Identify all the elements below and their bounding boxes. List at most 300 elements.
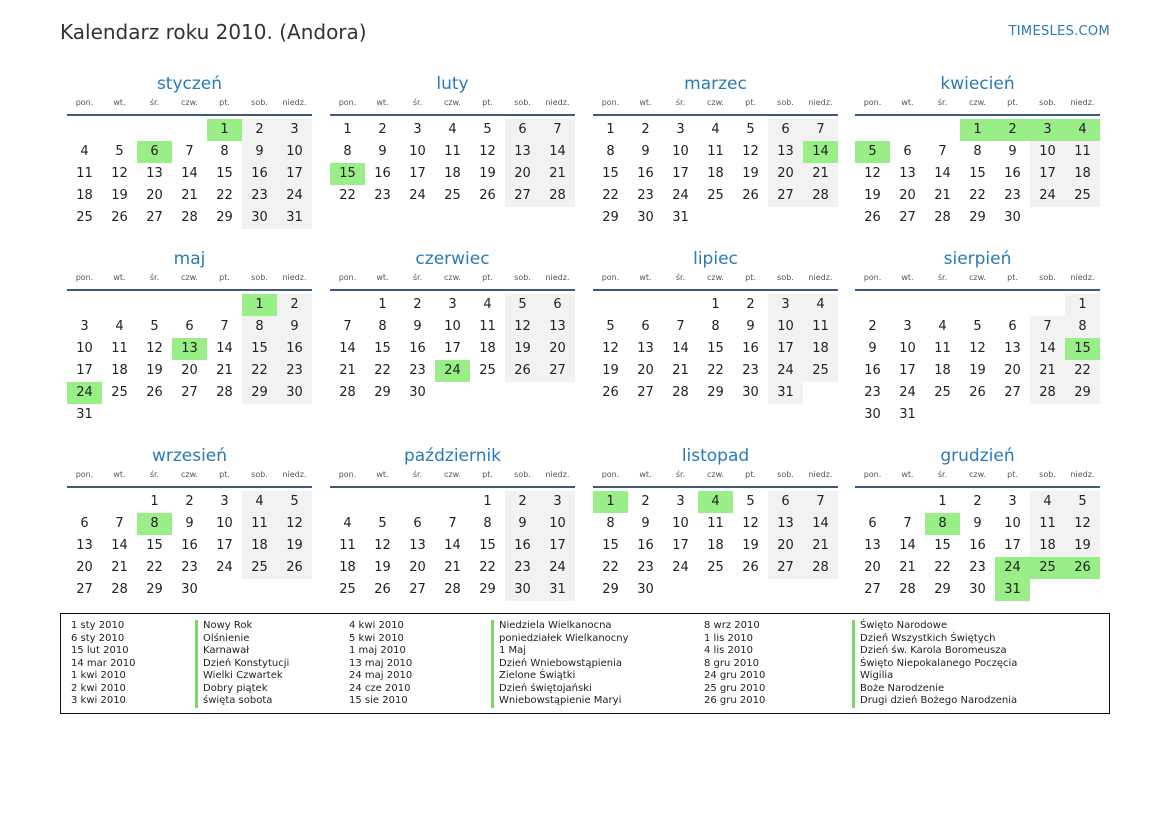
holiday-day-cell: 24 — [435, 360, 470, 382]
day-cell: 28 — [181, 210, 198, 225]
legend-holiday-name: Wigilia — [852, 670, 1017, 683]
weekday-header: śr. — [675, 98, 686, 107]
weekday-header-row — [330, 271, 575, 291]
day-grid — [67, 116, 312, 226]
day-cell: 21 — [803, 163, 838, 185]
day-cell: 30 — [864, 407, 881, 422]
legend-date: 1 kwi 2010 — [71, 670, 126, 681]
day-cell: 14 — [540, 141, 575, 163]
month-name: kwiecień — [940, 74, 1015, 94]
day-cell: 7 — [343, 319, 352, 334]
day-cell: 18 — [1065, 163, 1100, 185]
day-cell: 13 — [540, 316, 575, 338]
weekday-header: pon. — [338, 98, 357, 107]
day-cell: 23 — [637, 560, 654, 575]
day-cell: 3 — [80, 319, 89, 334]
legend-date: 15 sie 2010 — [349, 695, 408, 706]
day-cell: 29 — [602, 582, 619, 597]
day-cell: 6 — [505, 119, 540, 141]
day-cell: 4 — [448, 122, 457, 137]
weekday-header: wt. — [113, 98, 126, 107]
day-cell: 3 — [540, 491, 575, 513]
day-cell: 19 — [146, 363, 163, 378]
day-cell: 6 — [641, 319, 650, 334]
weekday-header: pt. — [745, 273, 756, 282]
month-5 — [67, 248, 312, 423]
weekday-header: śr. — [937, 98, 948, 107]
weekday-header: pon. — [601, 273, 620, 282]
holiday-day-cell: 25 — [1030, 557, 1065, 579]
day-cell: 19 — [969, 363, 986, 378]
day-cell: 23 — [637, 188, 654, 203]
day-cell: 15 — [602, 538, 619, 553]
day-cell: 2 — [641, 122, 650, 137]
day-cell: 20 — [505, 163, 540, 185]
legend-date: 4 lis 2010 — [704, 645, 753, 656]
weekday-header: śr. — [149, 98, 160, 107]
day-cell: 14 — [899, 538, 916, 553]
day-cell: 24 — [672, 560, 689, 575]
weekday-header: sob. — [777, 98, 794, 107]
day-cell: 30 — [637, 582, 654, 597]
day-cell: 12 — [742, 144, 759, 159]
day-cell: 20 — [409, 560, 426, 575]
day-cell: 2 — [641, 494, 650, 509]
day-cell: 23 — [181, 560, 198, 575]
weekday-header-row — [593, 271, 838, 291]
weekday-header: czw. — [969, 273, 986, 282]
day-cell: 27 — [768, 185, 803, 207]
legend-date: 26 gru 2010 — [704, 695, 766, 706]
weekday-header: pon. — [75, 273, 94, 282]
day-cell: 5 — [1065, 491, 1100, 513]
day-cell: 16 — [374, 166, 391, 181]
day-cell: 16 — [742, 341, 759, 356]
weekday-header: sob. — [777, 470, 794, 479]
day-cell: 16 — [637, 538, 654, 553]
weekday-header: pt. — [1007, 470, 1018, 479]
day-cell: 5 — [277, 491, 312, 513]
weekday-header: wt. — [639, 273, 652, 282]
day-cell: 8 — [973, 144, 982, 159]
legend-date: 25 gru 2010 — [704, 682, 766, 694]
day-cell: 2 — [868, 319, 877, 334]
day-cell: 18 — [111, 363, 128, 378]
day-cell: 19 — [479, 166, 496, 181]
month-name: czerwiec — [415, 249, 490, 269]
day-cell: 7 — [903, 516, 912, 531]
weekday-header: czw. — [444, 470, 461, 479]
day-cell: 15 — [969, 166, 986, 181]
day-cell: 19 — [505, 338, 540, 360]
weekday-header: niedz. — [808, 273, 833, 282]
day-cell: 29 — [216, 210, 233, 225]
month-6 — [330, 248, 575, 401]
day-cell: 8 — [220, 144, 229, 159]
day-cell: 23 — [242, 185, 277, 207]
day-cell: 26 — [277, 557, 312, 579]
day-cell: 27 — [540, 360, 575, 382]
day-cell: 16 — [242, 163, 277, 185]
day-cell: 6 — [1008, 319, 1017, 334]
legend-date-column — [71, 620, 136, 708]
day-cell: 22 — [479, 560, 496, 575]
weekday-header: pon. — [863, 273, 882, 282]
day-cell: 10 — [444, 319, 461, 334]
weekday-header: czw. — [181, 470, 198, 479]
day-cell: 5 — [606, 319, 615, 334]
day-cell: 7 — [803, 491, 838, 513]
day-cell: 4 — [115, 319, 124, 334]
month-name: październik — [403, 446, 502, 466]
day-cell: 15 — [374, 341, 391, 356]
day-cell: 7 — [1030, 316, 1065, 338]
day-cell: 16 — [505, 535, 540, 557]
day-cell: 8 — [1065, 316, 1100, 338]
holiday-day-cell: 1 — [960, 119, 995, 141]
day-cell: 12 — [277, 513, 312, 535]
day-cell: 17 — [1030, 163, 1065, 185]
day-cell: 16 — [277, 338, 312, 360]
holiday-day-cell: 13 — [172, 338, 207, 360]
legend-holiday-name: Wniebowstąpienie Maryi — [491, 695, 629, 708]
day-cell: 22 — [146, 560, 163, 575]
day-cell: 26 — [864, 210, 881, 225]
day-grid — [855, 488, 1100, 598]
day-cell: 18 — [242, 535, 277, 557]
day-cell: 14 — [111, 538, 128, 553]
weekday-header: niedz. — [808, 98, 833, 107]
day-cell: 21 — [111, 560, 128, 575]
day-cell: 13 — [768, 141, 803, 163]
day-cell: 22 — [602, 188, 619, 203]
day-cell: 15 — [707, 341, 724, 356]
month-name: styczeń — [156, 74, 223, 94]
day-cell: 26 — [969, 385, 986, 400]
legend-date: 1 lis 2010 — [704, 632, 753, 644]
day-cell: 20 — [181, 363, 198, 378]
day-cell: 26 — [479, 188, 496, 203]
day-cell: 6 — [768, 491, 803, 513]
weekday-header-row — [855, 468, 1100, 488]
day-cell: 20 — [768, 535, 803, 557]
weekday-header: śr. — [412, 273, 423, 282]
weekday-header: czw. — [707, 470, 724, 479]
day-cell: 11 — [707, 144, 724, 159]
weekday-header-row — [855, 96, 1100, 116]
weekday-header-row — [67, 96, 312, 116]
day-cell: 21 — [934, 188, 951, 203]
day-cell: 9 — [242, 141, 277, 163]
month-name: maj — [173, 249, 206, 269]
day-cell: 27 — [505, 185, 540, 207]
day-cell: 19 — [374, 560, 391, 575]
day-cell: 25 — [803, 360, 838, 382]
day-cell: 24 — [540, 557, 575, 579]
legend-date: 6 sty 2010 — [71, 632, 125, 644]
day-cell: 25 — [76, 210, 93, 225]
legend-holiday-name: Olśnienie — [195, 633, 289, 646]
weekday-header-row — [593, 468, 838, 488]
day-cell: 24 — [409, 188, 426, 203]
weekday-header: pt. — [219, 98, 230, 107]
day-cell: 20 — [768, 163, 803, 185]
day-cell: 26 — [374, 582, 391, 597]
day-cell: 30 — [505, 579, 540, 601]
day-cell: 28 — [111, 582, 128, 597]
holiday-day-cell: 5 — [855, 141, 890, 163]
day-cell: 26 — [111, 210, 128, 225]
day-cell: 2 — [242, 119, 277, 141]
holiday-legend — [60, 613, 1110, 714]
day-cell: 21 — [672, 363, 689, 378]
day-cell: 11 — [444, 144, 461, 159]
day-cell: 12 — [1065, 513, 1100, 535]
day-cell: 12 — [602, 341, 619, 356]
month-4 — [855, 73, 1100, 226]
day-cell: 2 — [413, 297, 422, 312]
day-cell: 21 — [444, 560, 461, 575]
day-cell: 28 — [803, 185, 838, 207]
day-cell: 27 — [899, 210, 916, 225]
month-name: listopad — [681, 446, 750, 466]
day-cell: 6 — [80, 516, 89, 531]
day-cell: 13 — [768, 513, 803, 535]
day-cell: 26 — [742, 560, 759, 575]
weekday-header: śr. — [412, 470, 423, 479]
day-cell: 26 — [505, 360, 540, 382]
day-cell: 23 — [505, 557, 540, 579]
weekday-header: czw. — [181, 273, 198, 282]
weekday-header: śr. — [149, 273, 160, 282]
weekday-header: niedz. — [1070, 470, 1095, 479]
weekday-header: śr. — [937, 470, 948, 479]
day-cell: 13 — [409, 538, 426, 553]
day-cell: 24 — [672, 188, 689, 203]
day-grid — [330, 488, 575, 598]
day-cell: 6 — [540, 294, 575, 316]
day-cell: 5 — [973, 319, 982, 334]
day-cell: 14 — [1030, 338, 1065, 360]
weekday-header: śr. — [675, 273, 686, 282]
day-cell: 25 — [934, 385, 951, 400]
weekday-header: sob. — [514, 470, 531, 479]
day-grid — [855, 116, 1100, 226]
day-cell: 30 — [277, 382, 312, 404]
day-cell: 24 — [1030, 185, 1065, 207]
legend-name-column — [491, 620, 629, 708]
weekday-header: niedz. — [1070, 98, 1095, 107]
day-cell: 13 — [1004, 341, 1021, 356]
day-cell: 26 — [742, 188, 759, 203]
day-cell: 7 — [540, 119, 575, 141]
day-cell: 24 — [277, 185, 312, 207]
day-cell: 3 — [768, 294, 803, 316]
day-cell: 17 — [540, 535, 575, 557]
legend-date: 24 gru 2010 — [704, 670, 766, 681]
month-name: marzec — [684, 74, 747, 94]
day-cell: 7 — [803, 119, 838, 141]
day-cell: 30 — [181, 582, 198, 597]
day-cell: 31 — [768, 382, 803, 404]
weekday-header: sob. — [514, 273, 531, 282]
day-cell: 7 — [938, 144, 947, 159]
day-cell: 18 — [76, 188, 93, 203]
day-cell: 4 — [242, 491, 277, 513]
weekday-header: pon. — [75, 470, 94, 479]
day-cell: 28 — [444, 582, 461, 597]
day-cell: 3 — [676, 494, 685, 509]
weekday-header: niedz. — [1070, 273, 1095, 282]
day-cell: 10 — [216, 516, 233, 531]
weekday-header: pt. — [482, 470, 493, 479]
day-cell: 1 — [150, 494, 159, 509]
day-cell: 14 — [444, 538, 461, 553]
month-2 — [330, 73, 575, 204]
weekday-header: sob. — [1039, 470, 1056, 479]
day-cell: 18 — [934, 363, 951, 378]
day-cell: 12 — [374, 538, 391, 553]
day-cell: 4 — [711, 122, 720, 137]
month-name: grudzień — [940, 446, 1015, 466]
day-cell: 24 — [768, 360, 803, 382]
day-cell: 12 — [505, 316, 540, 338]
day-cell: 21 — [216, 363, 233, 378]
weekday-header-row — [67, 271, 312, 291]
day-cell: 10 — [768, 316, 803, 338]
weekday-header: śr. — [675, 470, 686, 479]
weekday-header: sob. — [514, 98, 531, 107]
month-name: sierpień — [943, 249, 1012, 269]
weekday-header: śr. — [937, 273, 948, 282]
legend-holiday-name: Dobry piątek — [195, 683, 289, 696]
legend-holiday-name: Święto Narodowe — [852, 620, 1017, 633]
day-cell: 10 — [76, 341, 93, 356]
weekday-header: pt. — [482, 98, 493, 107]
day-cell: 15 — [934, 538, 951, 553]
day-cell: 22 — [339, 188, 356, 203]
day-cell: 27 — [181, 385, 198, 400]
day-cell: 14 — [803, 513, 838, 535]
day-cell: 2 — [277, 294, 312, 316]
site-link[interactable]: TIMESLES.COM — [1008, 24, 1110, 39]
weekday-header: niedz. — [808, 470, 833, 479]
day-cell: 11 — [707, 516, 724, 531]
day-cell: 11 — [339, 538, 356, 553]
day-cell: 18 — [339, 560, 356, 575]
holiday-day-cell: 14 — [803, 141, 838, 163]
holiday-day-cell: 1 — [207, 119, 242, 141]
day-cell: 10 — [277, 141, 312, 163]
day-cell: 29 — [479, 582, 496, 597]
legend-date: 5 kwi 2010 — [349, 632, 404, 644]
weekday-header: wt. — [376, 273, 389, 282]
day-cell: 28 — [672, 385, 689, 400]
weekday-header: sob. — [251, 273, 268, 282]
day-grid — [593, 488, 838, 598]
day-cell: 31 — [76, 407, 93, 422]
day-cell: 10 — [1004, 516, 1021, 531]
day-cell: 5 — [746, 494, 755, 509]
day-cell: 28 — [540, 185, 575, 207]
day-cell: 28 — [803, 557, 838, 579]
legend-holiday-name: Boże Narodzenie — [852, 683, 1017, 696]
holiday-day-cell: 2 — [995, 119, 1030, 141]
day-cell: 14 — [934, 166, 951, 181]
month-12 — [855, 445, 1100, 598]
day-cell: 10 — [409, 144, 426, 159]
day-cell: 9 — [378, 144, 387, 159]
day-cell: 22 — [969, 188, 986, 203]
day-cell: 10 — [899, 341, 916, 356]
legend-holiday-name: Dzień Wniebowstąpienia — [491, 658, 629, 671]
day-cell: 2 — [746, 297, 755, 312]
day-cell: 5 — [746, 122, 755, 137]
holiday-day-cell: 26 — [1065, 557, 1100, 579]
day-cell: 16 — [1004, 166, 1021, 181]
day-cell: 31 — [277, 207, 312, 229]
day-grid — [593, 291, 838, 401]
weekday-header: pt. — [219, 273, 230, 282]
day-cell: 17 — [768, 338, 803, 360]
day-cell: 15 — [242, 338, 277, 360]
day-cell: 27 — [637, 385, 654, 400]
day-cell: 14 — [181, 166, 198, 181]
day-cell: 3 — [676, 122, 685, 137]
weekday-header: wt. — [113, 273, 126, 282]
day-cell: 23 — [374, 188, 391, 203]
day-cell: 9 — [746, 319, 755, 334]
day-cell: 7 — [220, 319, 229, 334]
day-cell: 11 — [934, 341, 951, 356]
weekday-header: pon. — [863, 470, 882, 479]
day-cell: 23 — [409, 363, 426, 378]
day-cell: 29 — [374, 385, 391, 400]
day-cell: 13 — [76, 538, 93, 553]
legend-holiday-name: Zielone Świątki — [491, 670, 629, 683]
weekday-header: czw. — [969, 98, 986, 107]
legend-name-column — [852, 620, 1017, 708]
day-cell: 13 — [505, 141, 540, 163]
day-cell: 16 — [969, 538, 986, 553]
day-cell: 3 — [220, 494, 229, 509]
legend-date: 2 kwi 2010 — [71, 682, 126, 694]
day-cell: 1 — [1065, 294, 1100, 316]
day-cell: 9 — [1008, 144, 1017, 159]
day-cell: 10 — [1030, 141, 1065, 163]
day-cell: 8 — [483, 516, 492, 531]
day-cell: 6 — [903, 144, 912, 159]
weekday-header-row — [330, 96, 575, 116]
day-cell: 27 — [768, 557, 803, 579]
day-cell: 23 — [864, 385, 881, 400]
day-cell: 2 — [505, 491, 540, 513]
weekday-header: wt. — [113, 470, 126, 479]
day-cell: 8 — [378, 319, 387, 334]
day-cell: 1 — [606, 122, 615, 137]
day-cell: 18 — [479, 341, 496, 356]
day-cell: 22 — [216, 188, 233, 203]
day-cell: 25 — [339, 582, 356, 597]
legend-date: 8 wrz 2010 — [704, 620, 760, 631]
legend-date: 4 kwi 2010 — [349, 620, 404, 631]
day-cell: 29 — [242, 382, 277, 404]
day-cell: 19 — [864, 188, 881, 203]
weekday-header-row — [855, 271, 1100, 291]
day-cell: 10 — [540, 513, 575, 535]
day-cell: 13 — [864, 538, 881, 553]
day-cell: 1 — [711, 297, 720, 312]
